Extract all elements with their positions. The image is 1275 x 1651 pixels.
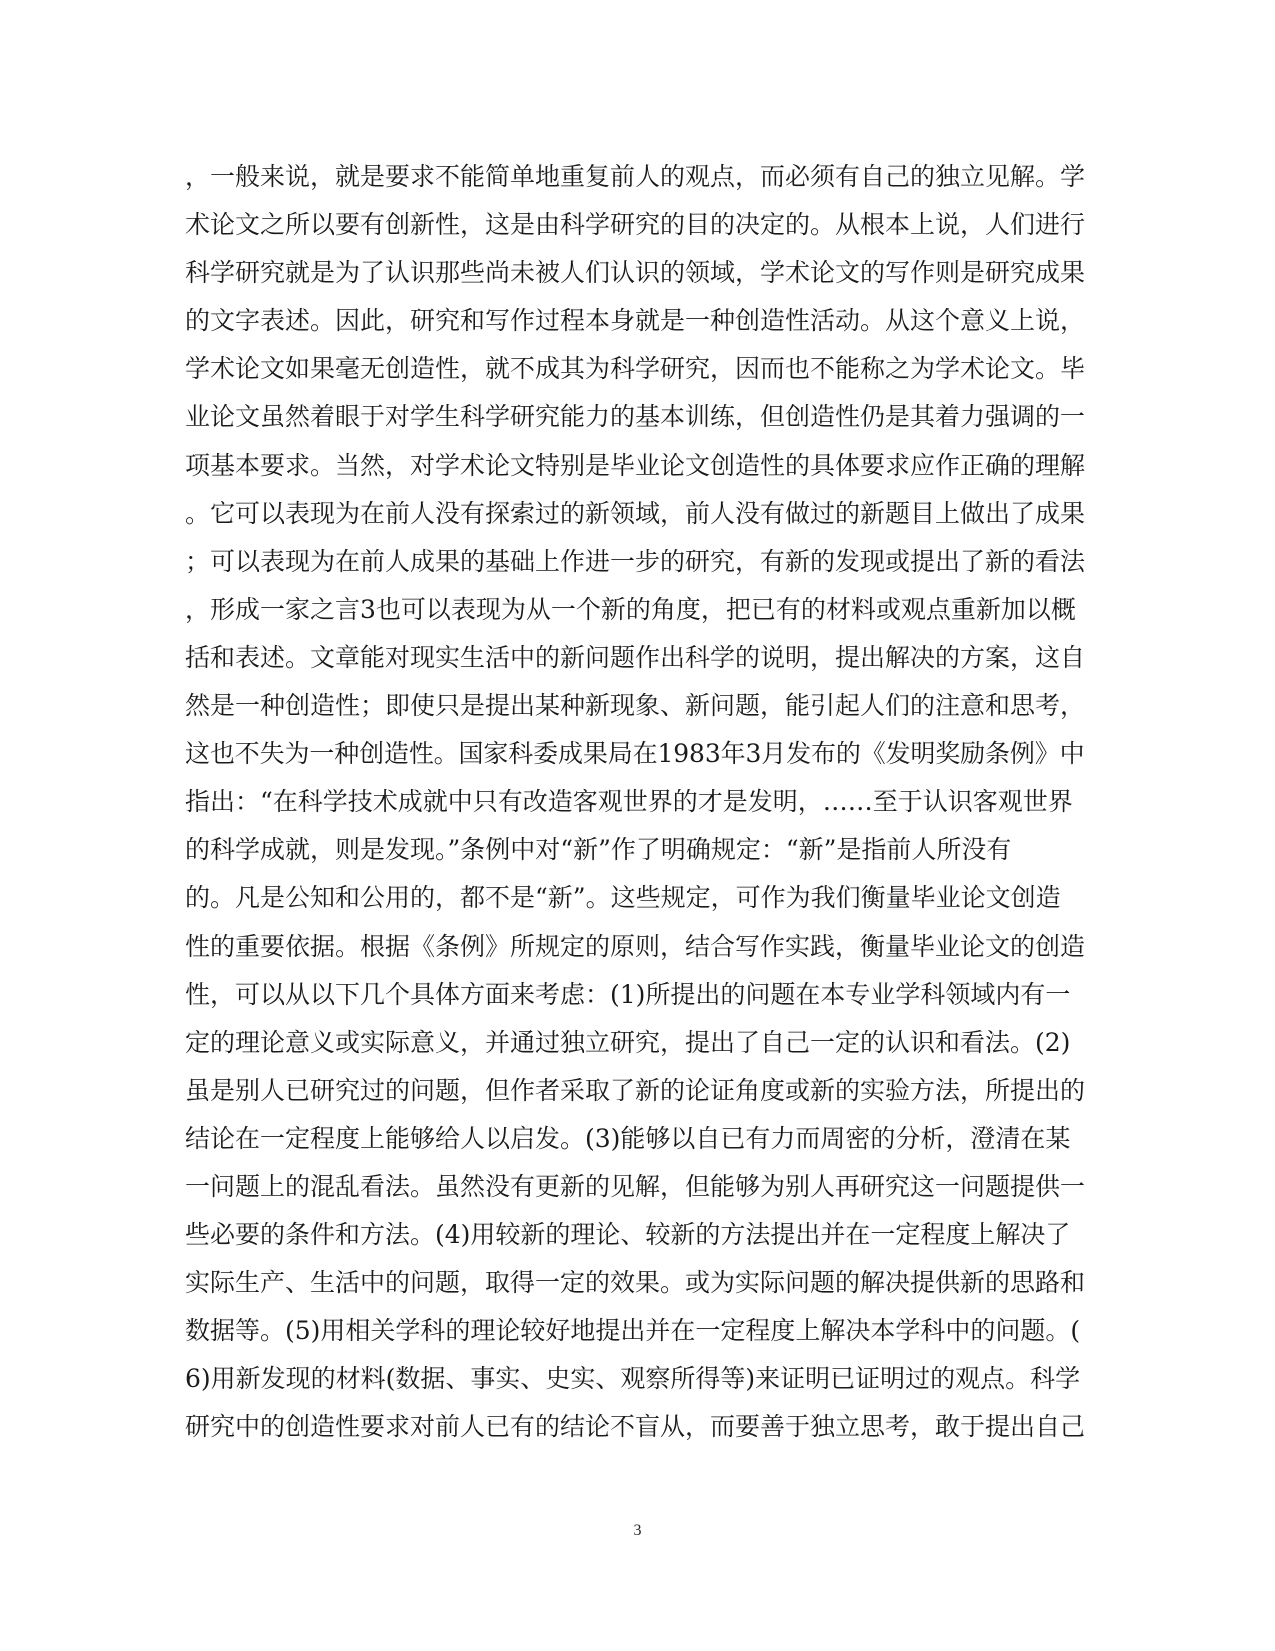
text-line: 这也不失为一种创造性。国家科委成果局在1983年3月发布的《发明奖励条例》中 xyxy=(185,739,1085,769)
text-line: 项基本要求。当然，对学术论文特别是毕业论文创造性的具体要求应作正确的理解 xyxy=(185,450,1085,480)
text-line: 指出：“在科学技术成就中只有改造客观世界的才是发明，……至于认识客观世界 xyxy=(185,787,1073,817)
text-line: 业论文虽然着眼于对学生科学研究能力的基本训练，但创造性仍是其着力强调的一 xyxy=(185,402,1085,432)
text-line: 结论在一定程度上能够给人以启发。(3)能够以自已有力而周密的分析，澄清在某 xyxy=(185,1123,1071,1153)
text-line: 数据等。(5)用相关学科的理论较好地提出并在一定程度上解决本学科中的问题。( xyxy=(185,1316,1081,1346)
text-line: 术论文之所以要有创新性，这是由科学研究的目的决定的。从根本上说，人们进行 xyxy=(185,210,1085,240)
text-line: 定的理论意义或实际意义，并通过独立研究，提出了自己一定的认识和看法。(2) xyxy=(185,1027,1071,1057)
text-line: 6)用新发现的材料(数据、事实、史实、观察所得等)来证明已证明过的观点。科学 xyxy=(185,1364,1081,1394)
text-line: 。它可以表现为在前人没有探索过的新领域，前人没有做过的新题目上做出了成果 xyxy=(185,498,1085,528)
text-line: 研究中的创造性要求对前人已有的结论不盲从，而要善于独立思考，敢于提出自己 xyxy=(185,1412,1085,1442)
text-line: 科学研究就是为了认识那些尚未被人们认识的领域，学术论文的写作则是研究成果 xyxy=(185,258,1085,288)
text-line: 的科学成就，则是发现。”条例中对“新”作了明确规定：“新”是指前人所没有 xyxy=(185,835,1012,865)
text-line: 些必要的条件和方法。(4)用较新的理论、较新的方法提出并在一定程度上解决了 xyxy=(185,1220,1071,1250)
text-line: ；可以表现为在前人成果的基础上作进一步的研究，有新的发现或提出了新的看法 xyxy=(185,546,1085,576)
text-line: ，形成一家之言3也可以表现为从一个新的角度，把已有的材料或观点重新加以概 xyxy=(185,594,1076,624)
text-line: 一问题上的混乱看法。虽然没有更新的见解，但能够为别人再研究这一问题提供一 xyxy=(185,1171,1085,1201)
text-line: 性的重要依据。根据《条例》所规定的原则，结合写作实践，衡量毕业论文的创造 xyxy=(185,931,1085,961)
text-line: 性，可以从以下几个具体方面来考虑：(1)所提出的问题在本专业学科领域内有一 xyxy=(185,979,1071,1009)
text-line: 然是一种创造性；即使只是提出某种新现象、新问题，能引起人们的注意和思考， xyxy=(185,691,1085,721)
page-number: 3 xyxy=(633,1522,642,1539)
text-line: 虽是别人已研究过的问题，但作者采取了新的论证角度或新的实验方法，所提出的 xyxy=(185,1075,1085,1105)
text-line: 括和表述。文章能对现实生活中的新问题作出科学的说明，提出解决的方案，这自 xyxy=(185,642,1085,672)
text-line: ，一般来说，就是要求不能简单地重复前人的观点，而必须有自己的独立见解。学 xyxy=(185,162,1085,191)
text-line: 实际生产、生活中的问题，取得一定的效果。或为实际问题的解决提供新的思路和 xyxy=(185,1268,1085,1298)
body-text xyxy=(185,153,1085,1452)
text-line: 的。凡是公知和公用的，都不是“新”。这些规定，可作为我们衡量毕业论文创造 xyxy=(185,883,1061,913)
text-line: 学术论文如果毫无创造性，就不成其为科学研究，因而也不能称之为学术论文。毕 xyxy=(185,354,1085,384)
text-line: 的文字表述。因此，研究和写作过程本身就是一种创造性活动。从这个意义上说， xyxy=(185,306,1085,336)
